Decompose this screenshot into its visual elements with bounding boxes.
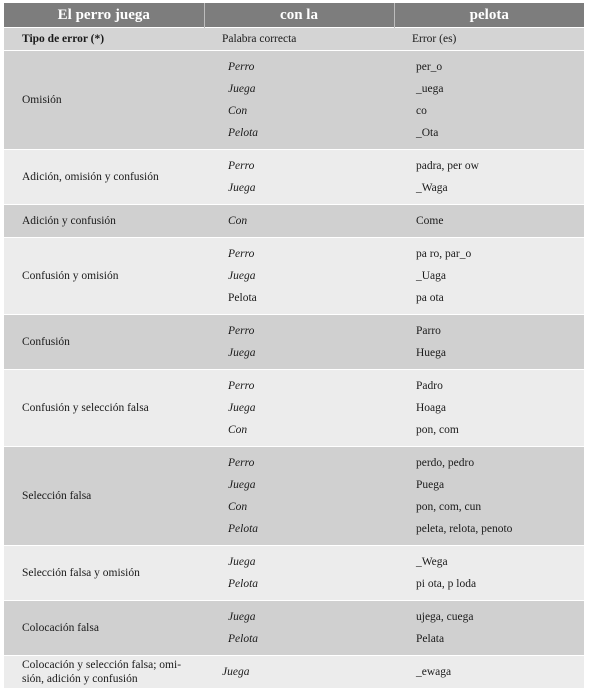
error-type-cell: [4, 51, 204, 150]
errors-cell: [394, 447, 584, 546]
errors-cell: [394, 601, 584, 656]
error-word: pa ota: [416, 292, 444, 304]
correct-words-cell: [204, 205, 394, 238]
table-row: [4, 546, 584, 601]
error-word: Puega: [416, 479, 445, 491]
error-word: _uega: [416, 83, 444, 95]
subheader-error-type: Tipo de error (*): [4, 28, 204, 51]
header-col3: pelota: [394, 3, 584, 28]
correct-word: Juega: [228, 83, 256, 95]
correct-words-cell: [204, 150, 394, 205]
header-col1: El perro juega: [4, 3, 204, 28]
error-type-label-line: Colocación y selección falsa; omi-: [22, 659, 182, 671]
correct-word: Con: [228, 105, 248, 117]
error-type-label: Selección falsa: [22, 490, 92, 502]
correct-word: Perro: [228, 248, 255, 260]
table-row: [4, 51, 584, 150]
error-word: _Waga: [416, 182, 448, 194]
subheader-errors: Error (es): [394, 28, 584, 51]
correct-word: Perro: [228, 325, 255, 337]
correct-word: Perro: [228, 380, 255, 392]
correct-word: Pelota: [228, 523, 259, 535]
errors-cell: [394, 150, 584, 205]
errors-cell: [394, 546, 584, 601]
error-type-cell: [4, 238, 204, 315]
error-word: Huega: [416, 347, 447, 359]
error-word: _ewaga: [416, 666, 452, 678]
error-word: pa ro, par_o: [416, 248, 472, 260]
error-word: _Uaga: [416, 270, 447, 282]
correct-word: Juega: [228, 270, 256, 282]
error-word: _Ota: [416, 127, 439, 139]
correct-word: Perro: [228, 61, 255, 73]
correct-words-cell: [204, 546, 394, 601]
error-type-cell: [4, 601, 204, 656]
error-type-cell: [4, 205, 204, 238]
correct-word: Juega: [228, 182, 256, 194]
table-row: [4, 238, 584, 315]
error-type-cell: [4, 150, 204, 205]
error-word: co: [416, 105, 427, 117]
error-word: ujega, cuega: [416, 611, 474, 623]
table-row: [4, 601, 584, 656]
error-table: [4, 3, 584, 689]
correct-word: Juega: [228, 611, 256, 623]
table-row: [4, 447, 584, 546]
error-word: perdo, pedro: [416, 457, 475, 469]
subheader-row: [4, 28, 584, 51]
header-row: [4, 3, 584, 28]
error-word: Come: [416, 215, 444, 227]
error-type-cell: [4, 370, 204, 447]
error-word: Parro: [416, 325, 441, 337]
error-word: Hoaga: [416, 402, 447, 414]
error-word: Pelata: [416, 633, 445, 645]
correct-word: Pelota: [228, 127, 259, 139]
error-type-cell: [4, 656, 204, 689]
error-word: pon, com: [416, 424, 459, 436]
errors-cell: [394, 205, 584, 238]
error-type-cell: [4, 315, 204, 370]
correct-word: Con: [228, 501, 248, 513]
table-row: [4, 370, 584, 447]
header-col2: con la: [204, 3, 394, 28]
correct-word: Pelota: [228, 578, 259, 590]
error-type-cell: [4, 447, 204, 546]
correct-word: Perro: [228, 457, 255, 469]
error-type-label: Adición y confusión: [22, 215, 116, 227]
correct-word: Juega: [228, 347, 256, 359]
correct-word: Juega: [228, 402, 256, 414]
error-word: padra, per ow: [416, 160, 479, 172]
table-row: [4, 150, 584, 205]
correct-word: Perro: [228, 160, 255, 172]
error-word: per_o: [416, 61, 443, 73]
errors-cell: [394, 656, 584, 689]
subheader-correct-word: Palabra correcta: [204, 28, 394, 51]
error-type-label: Adición, omisión y confusión: [22, 171, 159, 183]
error-type-label: Omisión: [22, 94, 62, 106]
error-type-label: Confusión y omisión: [22, 270, 119, 282]
correct-words-cell: [204, 656, 394, 689]
table-row: [4, 205, 584, 238]
correct-word: Juega: [228, 556, 256, 568]
correct-word: Pelota: [228, 633, 259, 645]
correct-words-cell: [204, 238, 394, 315]
correct-word: Juega: [228, 479, 256, 491]
error-type-label: Confusión y selección falsa: [22, 402, 149, 414]
correct-words-cell: [204, 370, 394, 447]
correct-word: Pelota: [228, 292, 257, 304]
error-word: peleta, relota, penoto: [416, 523, 513, 535]
error-word: pi ota, p loda: [416, 578, 477, 590]
correct-words-cell: [204, 447, 394, 546]
table-row: [4, 656, 584, 689]
table-row: [4, 315, 584, 370]
correct-words-cell: [204, 315, 394, 370]
correct-word: Juega: [222, 666, 250, 678]
error-type-cell: [4, 546, 204, 601]
error-type-label-line: sión, adición y confusión: [22, 673, 138, 685]
error-type-label: Selección falsa y omisión: [22, 567, 140, 579]
correct-words-cell: [204, 51, 394, 150]
error-type-label: Colocación falsa: [22, 622, 99, 634]
error-word: Padro: [416, 380, 443, 392]
error-word: pon, com, cun: [416, 501, 482, 513]
errors-cell: [394, 370, 584, 447]
error-type-label: Confusión: [22, 336, 70, 348]
errors-cell: [394, 238, 584, 315]
correct-word: Con: [228, 424, 248, 436]
errors-cell: [394, 51, 584, 150]
correct-words-cell: [204, 601, 394, 656]
errors-cell: [394, 315, 584, 370]
error-word: _Wega: [416, 556, 448, 568]
correct-word: Con: [228, 215, 248, 227]
